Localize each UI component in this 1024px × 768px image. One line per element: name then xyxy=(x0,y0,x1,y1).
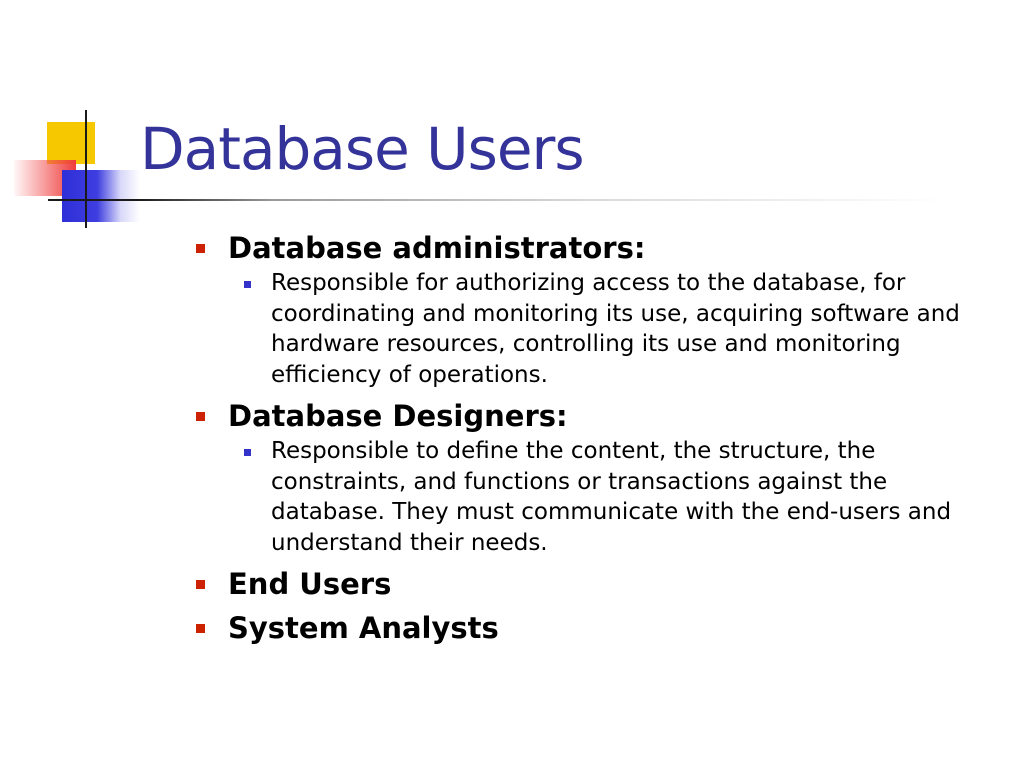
bullet-end-users xyxy=(196,564,986,604)
sub-bullet-designers-description xyxy=(271,436,986,558)
bullet-heading: System Analysts xyxy=(228,611,499,645)
square-bullet-icon xyxy=(196,244,205,253)
title-underline xyxy=(48,199,948,201)
square-bullet-icon xyxy=(244,281,251,288)
bullet-database-administrators xyxy=(196,228,986,268)
bullet-system-analysts xyxy=(196,608,986,648)
bullet-heading: Database administrators: xyxy=(228,231,646,265)
sub-bullet-administrators-description xyxy=(271,268,986,390)
vertical-rule xyxy=(85,110,87,228)
slide-title: Database Users xyxy=(140,115,584,183)
decorative-logo xyxy=(0,0,160,240)
yellow-square-decoration xyxy=(47,122,95,164)
bullet-heading: End Users xyxy=(228,567,392,601)
sub-bullet-text: Responsible for authorizing access to the database, for coordinating and monitoring its use, acquiring software and hardware resources, controlling its use and monitoring efficiency of operations. xyxy=(271,270,960,388)
bullet-list xyxy=(196,228,986,648)
square-bullet-icon xyxy=(196,580,205,589)
square-bullet-icon xyxy=(196,412,205,421)
bullet-heading: Database Designers: xyxy=(228,399,568,433)
bullet-database-designers xyxy=(196,396,986,436)
square-bullet-icon xyxy=(244,449,251,456)
square-bullet-icon xyxy=(196,624,205,633)
blue-square-decoration xyxy=(62,170,140,222)
sub-bullet-text: Responsible to define the content, the structure, the constraints, and functions or transactions against the database. They must communicate with the end-users and understand their needs. xyxy=(271,438,952,556)
